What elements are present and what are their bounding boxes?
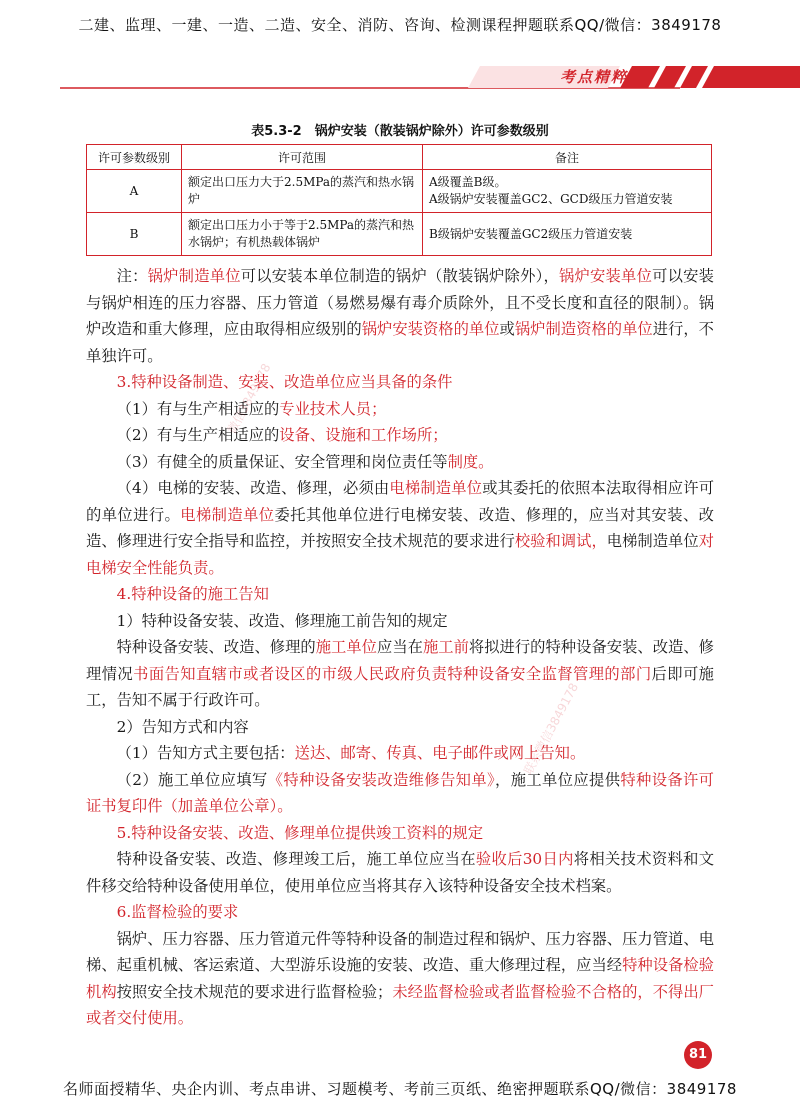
watermark: 微信3849178 [224,361,274,437]
table-header-row [87,145,712,170]
section-header-band [60,62,800,92]
bottom-banner: 名师面授精华、央企内训、考点串讲、习题模考、考前三页纸、绝密押题联系QQ/微信：3849178 [63,1080,737,1098]
watermark: 联系微信3849178 [521,680,582,777]
top-banner: 二建、监理、一建、一造、二造、安全、消防、咨询、检测课程押题联系QQ/微信：3849178 [78,16,722,34]
level-cell: B [87,213,182,256]
page-number: 81 [684,1041,712,1069]
note-line: A级锅炉安装覆盖GC2、GCD级压力管道安装 [429,192,673,206]
sub-heading: 2）告知方式和内容 [116,717,249,736]
section-heading: 3.特种设备制造、安装、改造单位应当具备的条件 [116,373,453,391]
note-line: A级覆盖B级。 [429,175,507,189]
scope-cell: 额定出口压力小于等于2.5MPa的蒸汽和热水锅炉；有机热载体锅炉 [182,213,423,256]
column-header: 备注 [423,145,712,170]
section-heading: 6.监督检验的要求 [116,903,239,921]
scope-cell: 额定出口压力大于2.5MPa的蒸汽和热水锅炉 [182,170,423,213]
list-item: （4）电梯的安装、改造、修理，必须由电梯制造单位或其委托的依照本法取得相应许可的单位进行。电梯制造单位委托其他单位进行电梯安装、改造、修理的，应当对其安装、改造、修理进行安全指导和监控，并按照安全技术规范的要求进行校验和调试，电梯制造单位对电梯安全性能负责。 [86,479,714,577]
column-header: 许可参数级别 [87,145,182,170]
header-stripes [60,62,800,92]
note-cell [423,170,712,213]
table-note: 注：锅炉制造单位可以安装本单位制造的锅炉（散装锅炉除外），锅炉安装单位可以安装与锅炉相连的压力容器、压力管道（易燃易爆有毒介质除外，且不受长度和直径的限制）。锅炉改造和重大修理，应由取得相应级别的锅炉安装资格的单位或锅炉制造资格的单位进行，不单独许可。 [86,267,714,365]
section-heading: 5.特种设备安装、改造、修理单位提供竣工资料的规定 [116,823,484,842]
section-label: 考点精粹 [559,68,628,86]
paragraph: 特种设备安装、改造、修理竣工后，施工单位应当在验收后30日内将相关技术资料和文件移交给特种设备使用单位，使用单位应当将其存入该特种设备安全技术档案。 [86,850,714,895]
paragraph: 特种设备安装、改造、修理的施工单位应当在施工前将拟进行的特种设备安装、改造、修理情况书面告知直辖市或者设区的市级人民政府负责特种设备安全监督管理的部门后即可施工，告知不属于行政许可。 [86,638,714,709]
level-cell: A [87,170,182,213]
note-line: B级锅炉安装覆盖GC2级压力管道安装 [429,226,633,241]
sub-heading: 1）特种设备安装、改造、修理施工前告知的规定 [116,611,448,630]
body-content [86,263,714,1032]
section-heading: 4.特种设备的施工告知 [116,585,269,603]
list-item: （1）有与生产相适应的专业技术人员； [116,399,387,418]
table-title: 表5.3-2 锅炉安装（散装锅炉除外）许可参数级别 [251,124,549,139]
table-row [87,213,712,256]
list-item: （3）有健全的质量保证、安全管理和岗位责任等制度。 [116,452,494,471]
note-cell [423,213,712,256]
table-row [87,170,712,213]
permit-level-table [86,144,712,256]
column-header: 许可范围 [182,145,423,170]
list-item: （2）有与生产相适应的设备、设施和工作场所； [116,426,448,444]
paragraph: 锅炉、压力容器、压力管道元件等特种设备的制造过程和锅炉、压力容器、压力管道、电梯、起重机械、客运索道、大型游乐设施的安装、改造、重大修理过程，应当经特种设备检验机构按照安全技术规范的要求进行监督检验；未经监督检验或者监督检验不合格的，不得出厂或者交付使用。 [86,929,714,1027]
list-item: （2）施工单位应填写《特种设备安装改造维修告知单》，施工单位应提供特种设备许可证书复印件（加盖单位公章）。 [86,770,714,815]
list-item: （1）告知方式主要包括：送达、邮寄、传真、电子邮件或网上告知。 [116,744,586,762]
